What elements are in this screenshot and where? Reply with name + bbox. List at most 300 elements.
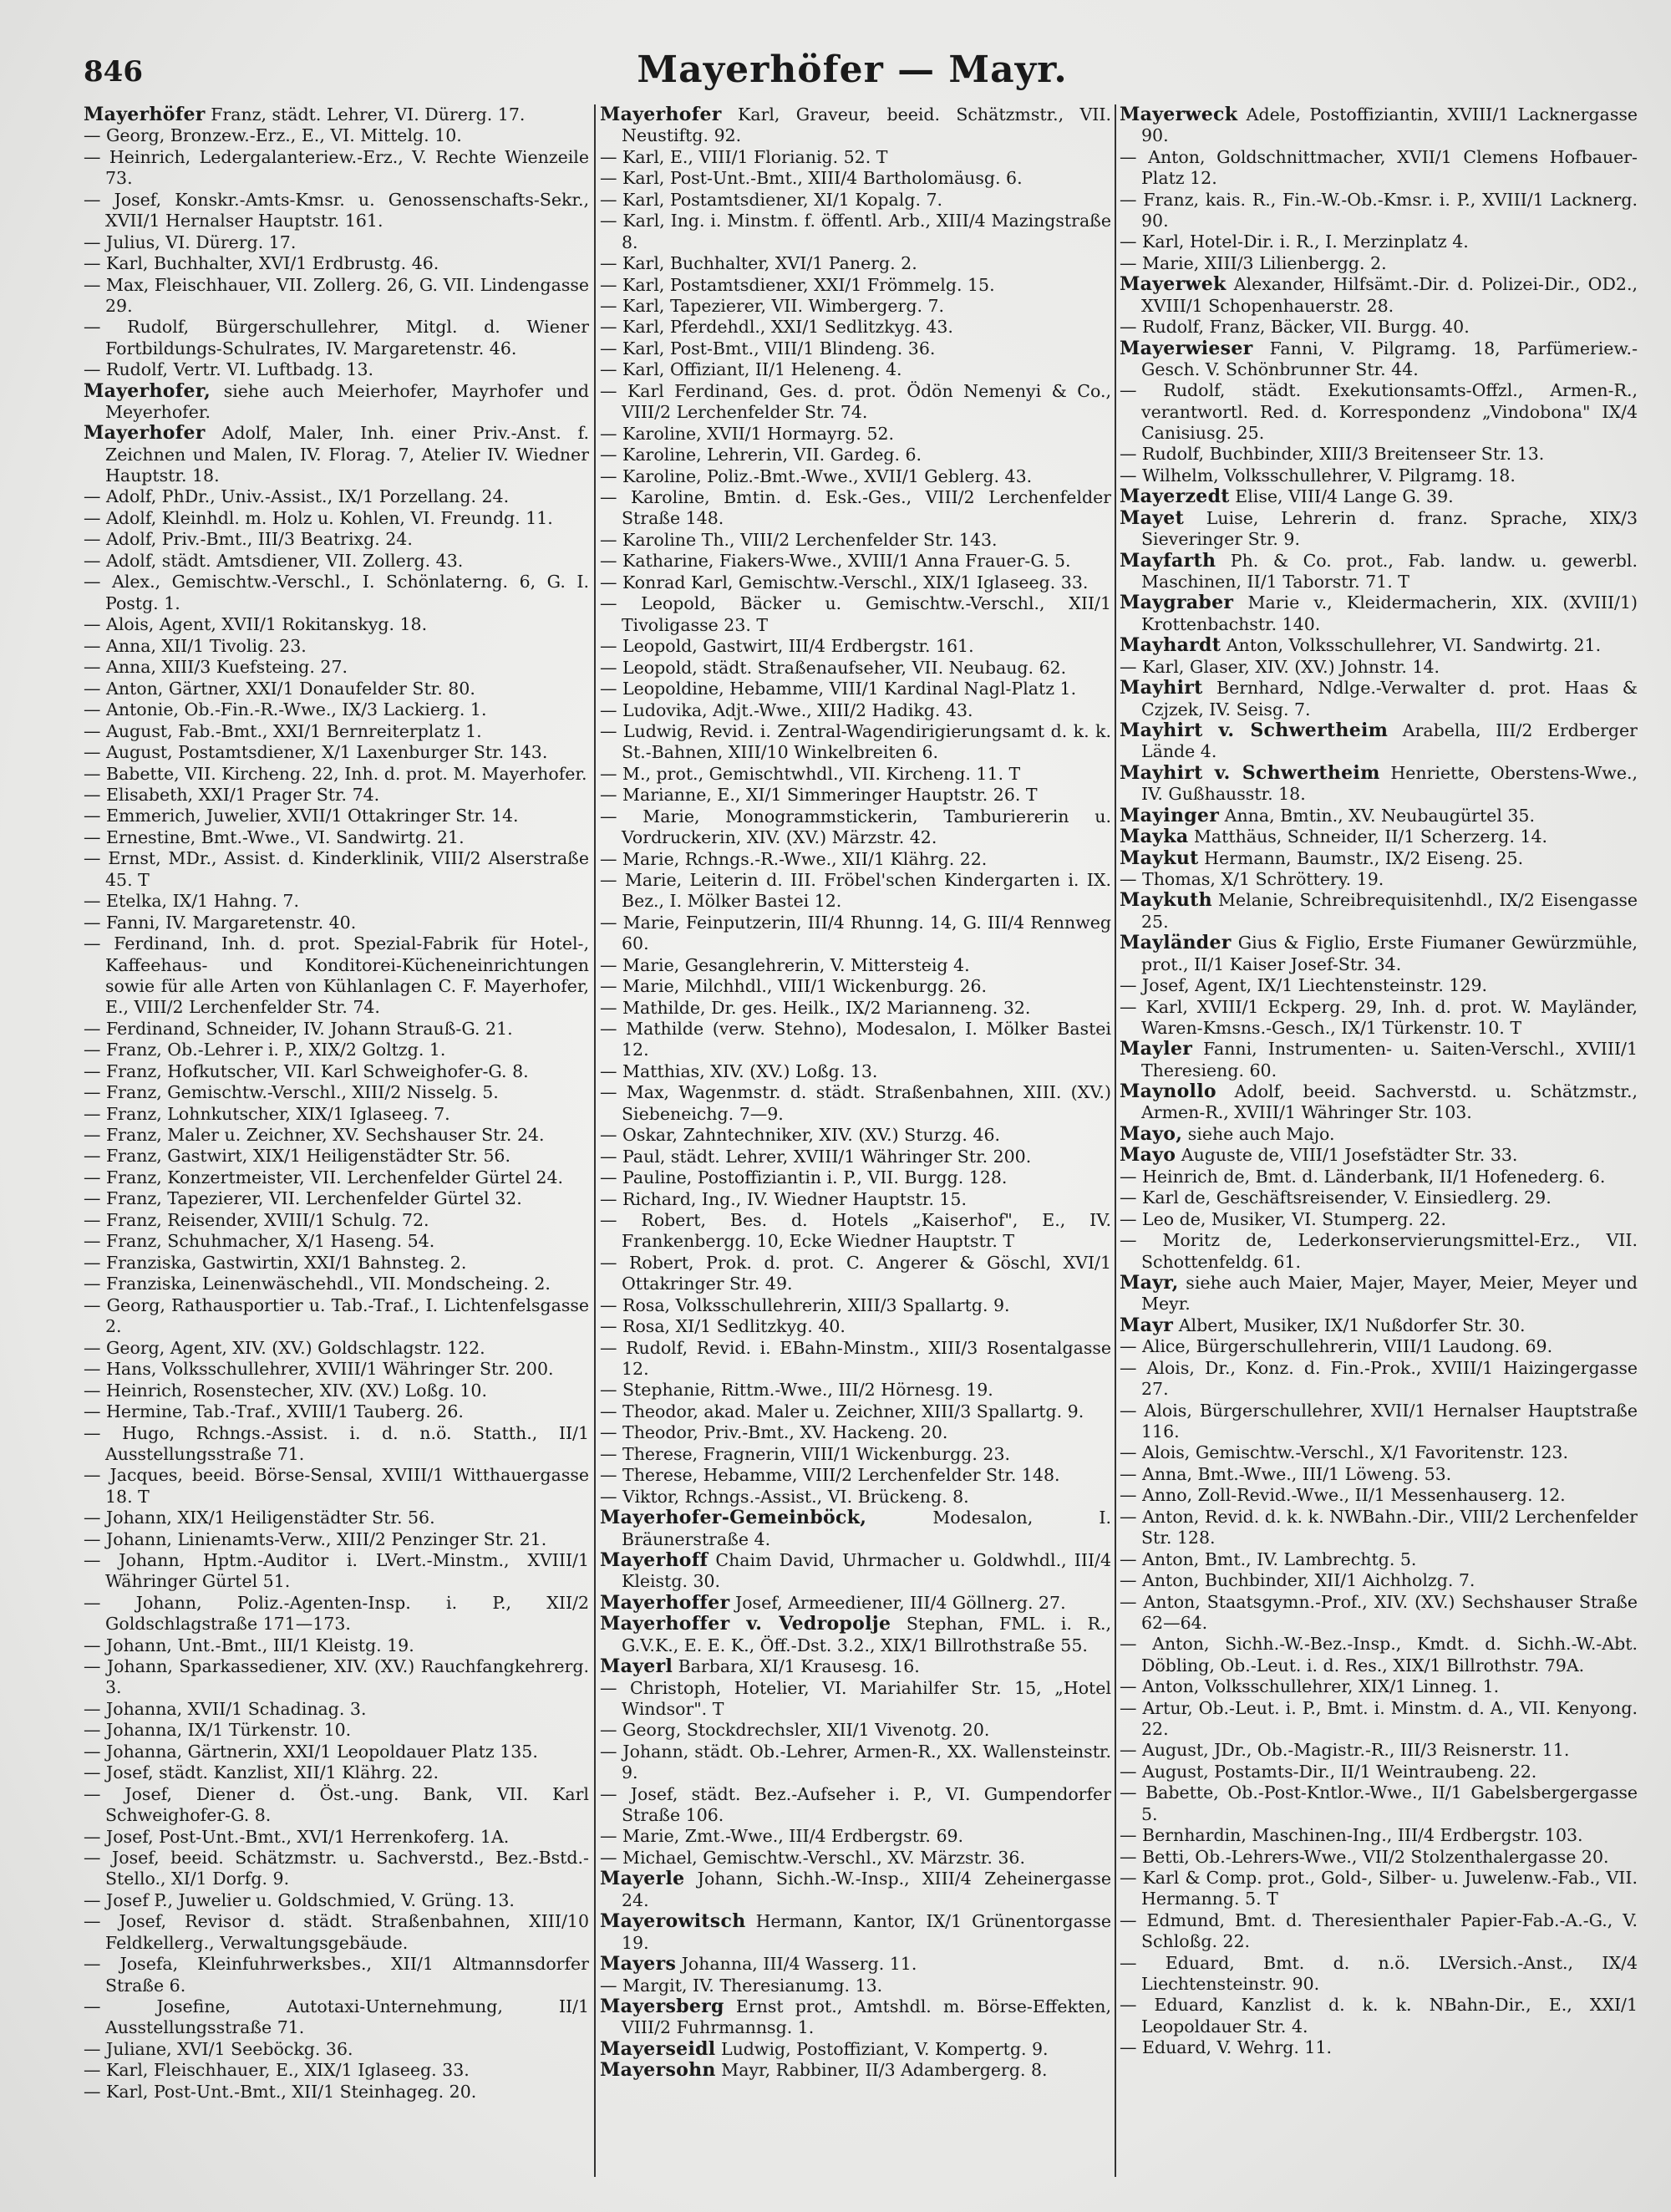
column-2 xyxy=(600,104,1111,2177)
directory-entry xyxy=(1120,848,1638,869)
entry-text: siehe auch Meierhofer, Mayrhofer und Meyerhofer. xyxy=(105,380,589,422)
entry-text: — Max, Wagenmstr. d. städt. Straßenbahnen, XIII. (XV.) Siebeneichg. 7—9. xyxy=(600,1082,1111,1124)
directory-entry xyxy=(600,1465,1111,1486)
entry-text: — Josefine, Autotaxi-Unternehmung, II/1 Ausstellungsstraße 71. xyxy=(84,1996,589,2038)
directory-entry xyxy=(600,551,1111,572)
entry-text: Ludwig, Postoffiziant, V. Kompertg. 9. xyxy=(715,2038,1049,2059)
entry-text: — Josef, städt. Bez.-Aufseher i. P., VI. Gumpendorfer Straße 106. xyxy=(600,1783,1111,1825)
directory-entry xyxy=(84,806,589,826)
directory-entry xyxy=(1120,1081,1638,1124)
entry-headword: Mayhirt v. Schwertheim xyxy=(1120,761,1380,784)
entry-text: Stephan, FML. i. R., G.V.K., E. E. K., Öff.-Dst. 3.2., XIX/1 Billrothstraße 55. xyxy=(622,1614,1111,1655)
entry-text: — Heinrich, Ledergalanteriew.-Erz., V. Rechte Wienzeile 73. xyxy=(84,146,589,189)
entry-text: — Rosa, Volksschullehrerin, XIII/3 Spallartg. 9. xyxy=(600,1294,1010,1315)
directory-entry xyxy=(1120,190,1638,232)
entry-headword: Mayinger xyxy=(1120,804,1220,826)
entry-text: — Theodor, Priv.-Bmt., XV. Hackeng. 20. xyxy=(600,1422,948,1443)
directory-entry xyxy=(600,211,1111,253)
entry-text: — Marie, Gesanglehrerin, V. Mittersteig 4. xyxy=(600,954,970,975)
entry-text: Adolf, Maler, Inh. einer Priv.-Anst. f. Zeichnen und Malen, IV. Florag. 7, Atelier IV. Wiedner Hauptstr. 18. xyxy=(105,423,589,486)
entry-text: — Georg, Stockdrechsler, XII/1 Vivenotg. 20. xyxy=(600,1720,990,1741)
entry-text: — Marie, Leiterin d. III. Fröbel'schen Kindergarten i. IX. Bez., I. Mölker Bastei 12. xyxy=(600,870,1111,912)
entry-text: Johann, Sichh.-W.-Insp., XIII/4 Zeheinergasse 24. xyxy=(622,1869,1111,1910)
entry-text: — Leopold, Gastwirt, III/4 Erdbergstr. 161. xyxy=(600,636,974,657)
entry-text: — Karl, Postamtsdiener, XI/1 Kopalg. 7. xyxy=(600,189,943,210)
directory-entry xyxy=(600,721,1111,764)
directory-entry xyxy=(84,1167,589,1188)
directory-entry xyxy=(84,1295,589,1338)
entry-text: — Karl, Glaser, XIV. (XV.) Johnstr. 14. xyxy=(1120,656,1440,677)
directory-entry xyxy=(1120,444,1638,465)
entry-text: Barbara, XI/1 Krausesg. 16. xyxy=(673,1656,920,1677)
entry-text: — Anton, Volksschullehrer, XIX/1 Linneg. 1. xyxy=(1120,1676,1500,1697)
directory-entry xyxy=(84,1061,589,1082)
directory-entry xyxy=(1120,997,1638,1040)
entry-text: — Rudolf, Revid. i. EBahn-Minstm., XIII/3 Rosentalgasse 12. xyxy=(600,1337,1111,1379)
directory-entry xyxy=(1120,1039,1638,1081)
entry-text: — Josef P., Juwelier u. Goldschmied, V. Grüng. 13. xyxy=(84,1889,515,1910)
entry-text: Hermann, Kantor, IX/1 Grünentorgasse 19. xyxy=(622,1911,1111,1953)
entry-text: — Paul, städt. Lehrer, XVIII/1 Währinger Str. 200. xyxy=(600,1146,1032,1167)
directory-entry xyxy=(1120,486,1638,507)
directory-entry xyxy=(84,1019,589,1040)
entry-headword: Mayerhoff xyxy=(600,1549,709,1572)
entry-text: Elise, VIII/4 Lange G. 39. xyxy=(1229,486,1454,507)
entry-text: — Bernhardin, Maschinen-Ing., III/4 Erdbergstr. 103. xyxy=(1120,1825,1583,1846)
directory-entry xyxy=(84,1699,589,1720)
directory-entry xyxy=(1120,1124,1638,1145)
directory-entry xyxy=(84,1508,589,1528)
directory-entry xyxy=(84,742,589,763)
directory-entry xyxy=(600,1848,1111,1869)
entry-text: — Franziska, Leinenwäschehdl., VII. Mondscheing. 2. xyxy=(84,1274,551,1294)
entry-text: Josef, Armeediener, III/4 Göllnerg. 27. xyxy=(729,1592,1066,1613)
directory-entry xyxy=(600,700,1111,721)
directory-entry xyxy=(84,1231,589,1252)
directory-entry xyxy=(600,1147,1111,1167)
entry-headword: Mayerweck xyxy=(1120,104,1238,125)
entry-text: — Georg, Bronzew.-Erz., E., VI. Mittelg. 10. xyxy=(84,125,462,146)
entry-text: — Franz, Konzertmeister, VII. Lerchenfelder Gürtel 24. xyxy=(84,1167,564,1187)
entry-text: — Ferdinand, Inh. d. prot. Spezial-Fabrik für Hotel-, Kaffeehaus- und Konditorei-Kücheneinrichtungen sowie für alle Arten von Kühlanlagen C. F. Mayerhofer, E., VIII/2 Lerchenfelder Str. 74. xyxy=(84,933,589,1018)
entry-text: — Johanna, IX/1 Türkenstr. 10. xyxy=(84,1720,352,1741)
directory-entry xyxy=(1120,1910,1638,1953)
entry-text: — Margit, IV. Theresianumg. 13. xyxy=(600,1975,883,1996)
entry-text: — Josef, Revisor d. städt. Straßenbahnen, XIII/10 Feldkellerg., Verwaltungsgebäude. xyxy=(84,1911,589,1953)
entry-text: — Jacques, beeid. Börse-Sensal, XVIII/1 Witthauergasse 18. T xyxy=(84,1465,589,1507)
entry-text: — Karl, Postamtsdiener, XXI/1 Frömmelg. 15. xyxy=(600,274,995,295)
entry-text: — Wilhelm, Volksschullehrer, V. Pilgramg. 18. xyxy=(1120,465,1516,486)
entry-text: Auguste de, VIII/1 Josefstädter Str. 33. xyxy=(1176,1145,1518,1166)
entry-text: — Marie, Milchhdl., VIII/1 Wickenburgg. 26. xyxy=(600,976,988,997)
directory-entry xyxy=(600,2039,1111,2060)
directory-entry xyxy=(84,785,589,806)
directory-entry xyxy=(600,998,1111,1019)
entry-headword: Mayerowitsch xyxy=(600,1910,746,1933)
directory-entry xyxy=(84,614,589,635)
entry-text: — Moritz de, Lederkonservierungsmittel-Erz., VII. Schottenfeldg. 61. xyxy=(1120,1230,1638,1272)
entry-text: — Karoline, Poliz.-Bmt.-Wwe., XVII/1 Geblerg. 43. xyxy=(600,465,1033,486)
directory-entry xyxy=(1120,551,1638,593)
entry-headword: Mayersberg xyxy=(600,1995,724,2017)
directory-entry xyxy=(1120,1676,1638,1697)
directory-entry xyxy=(84,1848,589,1890)
directory-entry xyxy=(84,1338,589,1359)
entry-text: — Stephanie, Rittm.-Wwe., III/2 Hörnesg. 19. xyxy=(600,1380,993,1401)
directory-entry xyxy=(84,253,589,274)
entry-text: — Fanni, IV. Margaretenstr. 40. xyxy=(84,912,357,933)
column-3 xyxy=(1120,104,1638,2177)
entry-text: — Hugo, Rchngs.-Assist. i. d. n.ö. Statth., II/1 Ausstellungsstraße 71. xyxy=(84,1422,589,1464)
entry-text: — Karl, Hotel-Dir. i. R., I. Merzinplatz 4. xyxy=(1120,231,1469,252)
directory-entry xyxy=(1120,508,1638,551)
entry-headword: Mayerhöfer xyxy=(84,104,206,125)
entry-text: — Ludovika, Adjt.-Wwe., XIII/2 Hadikg. 43. xyxy=(600,699,973,720)
directory-entry xyxy=(600,1253,1111,1295)
entry-text: — Anton, Bmt., IV. Lambrechtg. 5. xyxy=(1120,1548,1417,1569)
directory-entry xyxy=(1120,720,1638,763)
entry-text: — Karoline, Bmtin. d. Esk.-Ges., VIII/2 Lerchenfelder Straße 148. xyxy=(600,487,1111,529)
entry-headword: Mayka xyxy=(1120,826,1189,848)
entry-headword: Mayerhofer xyxy=(600,104,722,125)
directory-entry xyxy=(84,381,589,424)
directory-entry xyxy=(600,424,1111,445)
entry-text: — Hermine, Tab.-Traf., XVIII/1 Tauberg. 26. xyxy=(84,1401,464,1422)
entry-text: Fanni, V. Pilgramg. 18, Parfümeriew.-Gesch. V. Schönbrunner Str. 44. xyxy=(1141,338,1638,379)
directory-entry xyxy=(600,1656,1111,1677)
entry-text: — Elisabeth, XXI/1 Prager Str. 74. xyxy=(84,785,380,805)
directory-entry xyxy=(1120,1358,1638,1401)
directory-entry xyxy=(600,466,1111,487)
entry-text: — Eduard, Bmt. d. n.ö. LVersich.-Anst., IX/4 Liechtensteinstr. 90. xyxy=(1120,1952,1638,1994)
directory-entry xyxy=(600,1954,1111,1975)
entry-text: — Christoph, Hotelier, VI. Mariahilfer Str. 15, „Hotel Windsor". T xyxy=(600,1677,1111,1719)
entry-text: — August, Postamts-Dir., II/1 Weintraubeng. 22. xyxy=(1120,1761,1537,1782)
directory-entry xyxy=(84,913,589,933)
entry-text: — Mathilde, Dr. ges. Heilk., IX/2 Marianneng. 32. xyxy=(600,997,1031,1018)
entry-headword: Maynollo xyxy=(1120,1081,1216,1103)
entry-text: — Hans, Volksschullehrer, XVIII/1 Währinger Str. 200. xyxy=(84,1359,554,1380)
entry-text: — Artur, Ob.-Leut. i. P., Bmt. i. Minstm. d. A., VII. Kenyong. 22. xyxy=(1120,1697,1638,1739)
directory-entry xyxy=(600,1996,1111,2039)
directory-entry xyxy=(84,147,589,190)
directory-entry xyxy=(84,657,589,678)
directory-entry xyxy=(84,891,589,912)
directory-entry xyxy=(600,1784,1111,1827)
directory-entry xyxy=(84,721,589,742)
entry-text: — Karl, Pferdehdl., XXI/1 Sedlitzkyg. 43. xyxy=(600,317,953,338)
entry-headword: Mayhirt v. Schwertheim xyxy=(1120,719,1389,741)
entry-text: — Marie, Monogrammstickerin, Tamburiererin u. Vordruckerin, XIV. (XV.) Märzstr. 42. xyxy=(600,806,1111,848)
entry-text: — Karl & Comp. prot., Gold-, Silber- u. Juwelenw.-Fab., VII. Hermanng. 5. T xyxy=(1120,1868,1638,1909)
directory-entry xyxy=(84,1890,589,1911)
entry-text: Karl, Graveur, beeid. Schätzmstr., VII. Neustiftg. 92. xyxy=(622,104,1111,146)
directory-entry xyxy=(1120,1953,1638,1996)
entry-text: — Adolf, städt. Amtsdiener, VII. Zollerg. 43. xyxy=(84,550,464,571)
entry-text: — Richard, Ing., IV. Wiedner Hauptstr. 15. xyxy=(600,1188,967,1209)
directory-entry xyxy=(1120,678,1638,720)
directory-entry xyxy=(84,1465,589,1508)
entry-headword: Mayet xyxy=(1120,506,1185,529)
directory-entry xyxy=(600,1401,1111,1422)
directory-entry xyxy=(84,1996,589,2039)
entry-text: — Heinrich de, Bmt. d. Länderbank, II/1 Hofenederg. 6. xyxy=(1120,1166,1606,1187)
entry-headword: Mayerseidl xyxy=(600,2037,716,2060)
directory-entry xyxy=(1120,1401,1638,1443)
directory-entry xyxy=(1120,1592,1638,1635)
entry-text: — Johann, Poliz.-Agenten-Insp. i. P., XII/2 Goldschlagstraße 171—173. xyxy=(84,1592,589,1635)
entry-text: — Juliane, XVI/1 Seeböckg. 36. xyxy=(84,2038,353,2059)
entry-text: — Marie, Feinputzerin, III/4 Rhunng. 14, G. III/4 Rennweg 60. xyxy=(600,912,1111,954)
entry-text: — Johann, Sparkassediener, XIV. (XV.) Rauchfangkehrerg. 3. xyxy=(84,1656,589,1698)
entry-text: — Marie, Rchngs.-R.-Wwe., XII/1 Klährg. 22. xyxy=(600,848,988,869)
entry-text: — Johann, Hptm.-Auditor i. LVert.-Minstm., XVIII/1 Währinger Gürtel 51. xyxy=(84,1550,589,1592)
entry-text: — Karl, Post-Unt.-Bmt., XII/1 Steinhageg. 20. xyxy=(84,2081,477,2102)
entry-text: — Theodor, akad. Maler u. Zeichner, XIII/3 Spallartg. 9. xyxy=(600,1401,1084,1421)
directory-entry xyxy=(84,104,589,125)
entry-text: — Karl, E., VIII/1 Florianig. 52. T xyxy=(600,146,888,167)
directory-entry xyxy=(84,1253,589,1274)
directory-entry xyxy=(84,699,589,720)
directory-entry xyxy=(600,359,1111,380)
entry-text: — Alois, Agent, XVII/1 Rokitanskyg. 18. xyxy=(84,614,428,635)
entry-text: — Marie, Zmt.-Wwe., III/4 Erdbergstr. 69. xyxy=(600,1826,964,1847)
entry-text: — Ferdinand, Schneider, IV. Johann Strauß-G. 21. xyxy=(84,1018,513,1039)
entry-headword: Mayhardt xyxy=(1120,634,1222,657)
directory-entry xyxy=(84,1762,589,1783)
directory-entry xyxy=(1120,1762,1638,1782)
entry-text: — Ernestine, Bmt.-Wwe., VI. Sandwirtg. 21. xyxy=(84,826,465,847)
entry-text: Anna, Bmtin., XV. Neubaugürtel 35. xyxy=(1219,805,1535,826)
directory-entry xyxy=(600,593,1111,636)
entry-text: — Katharine, Fiakers-Wwe., XVIII/1 Anna Frauer-G. 5. xyxy=(600,551,1071,572)
entry-text: — Edmund, Bmt. d. Theresienthaler Papier-Fab.-A.-G., V. Schloßg. 22. xyxy=(1120,1909,1638,1952)
entry-headword: Mayo, xyxy=(1120,1122,1183,1145)
entry-headword: Mayerhofer-Gemeinböck, xyxy=(600,1507,867,1529)
entry-headword: Maykuth xyxy=(1120,889,1212,912)
directory-entry xyxy=(1120,592,1638,635)
directory-entry xyxy=(84,423,589,486)
entry-headword: Mayerhoffer v. Vedropolje xyxy=(600,1613,891,1635)
page-number: 846 xyxy=(84,55,143,89)
entry-text: — Franz, Tapezierer, VII. Lerchenfelder Gürtel 32. xyxy=(84,1188,522,1209)
directory-entry xyxy=(1120,826,1638,847)
directory-entry xyxy=(84,275,589,318)
directory-entry xyxy=(84,933,589,1018)
entry-text: — Franz, Lohnkutscher, XIX/1 Iglaseeg. 7. xyxy=(84,1103,450,1124)
directory-entry xyxy=(84,125,589,146)
directory-entry xyxy=(600,572,1111,593)
directory-entry xyxy=(84,1784,589,1827)
entry-text: — Anton, Staatsgymn.-Prof., XIV. (XV.) Sechshauser Straße 62—64. xyxy=(1120,1591,1638,1633)
column-1 xyxy=(84,104,589,2177)
directory-entry xyxy=(600,317,1111,338)
directory-entry xyxy=(1120,104,1638,147)
entry-text: — Alex., Gemischtw.-Verschl., I. Schönlaterng. 6, G. I. Postg. 1. xyxy=(84,572,589,613)
directory-entry xyxy=(600,296,1111,317)
directory-entry xyxy=(600,636,1111,657)
directory-entry xyxy=(600,1422,1111,1443)
directory-entry xyxy=(600,1316,1111,1337)
entry-text: — Heinrich, Rosenstecher, XIV. (XV.) Loßg. 10. xyxy=(84,1380,487,1401)
entry-text: — Franz, Ob.-Lehrer i. P., XIX/2 Goltzg. 1. xyxy=(84,1040,446,1060)
entry-text: — Karoline, XVII/1 Hormayrg. 52. xyxy=(600,423,895,444)
directory-entry xyxy=(600,1593,1111,1614)
entry-text: — Rudolf, städt. Exekutionsamts-Offzl., Armen-R., verantwortl. Red. d. Korrespondenz „Vindobona" IX/4 Canisiusg. 25. xyxy=(1120,380,1638,443)
entry-text: Gius & Figlio, Erste Fiumaner Gewürzmühle, prot., II/1 Kaiser Josef-Str. 34. xyxy=(1141,933,1638,974)
directory-entry xyxy=(600,2060,1111,2081)
directory-entry xyxy=(1120,1570,1638,1591)
entry-text: — Eduard, Kanzlist d. k. k. NBahn-Dir., E., XXI/1 Leopoldauer Str. 4. xyxy=(1120,1995,1638,2037)
entry-text: — Julius, VI. Dürerg. 17. xyxy=(84,231,297,252)
entry-text: — Franz, kais. R., Fin.-W.-Ob.-Kmsr. i. P., XVIII/1 Lacknerg. 90. xyxy=(1120,189,1638,231)
directory-entry xyxy=(600,190,1111,211)
entry-text: — Karl, Fleischhauer, E., XIX/1 Iglaseeg. 33. xyxy=(84,2060,470,2081)
directory-entry xyxy=(84,1125,589,1146)
directory-entry xyxy=(1120,869,1638,890)
entry-text: — Josefa, Kleinfuhrwerksbes., XII/1 Altmannsdorfer Straße 6. xyxy=(84,1954,589,1996)
entry-text: Fanni, Instrumenten- u. Saiten-Verschl., XVIII/1 Theresieng. 60. xyxy=(1141,1039,1638,1081)
directory-entry xyxy=(84,1423,589,1466)
entry-text: — Josef, Diener d. Öst.-ung. Bank, VII. Karl Schweighofer-G. 8. xyxy=(84,1783,589,1826)
directory-entry xyxy=(1120,1464,1638,1485)
entry-text: — August, JDr., Ob.-Magistr.-R., III/3 Reisnerstr. 11. xyxy=(1120,1740,1570,1761)
directory-entry xyxy=(84,2039,589,2060)
entry-headword: Mayers xyxy=(600,1953,677,1976)
entry-text: Matthäus, Schneider, II/1 Scherzerg. 14. xyxy=(1188,826,1548,847)
directory-entry xyxy=(84,1104,589,1125)
entry-text: — Johann, Linienamts-Verw., XIII/2 Penzinger Str. 21. xyxy=(84,1528,547,1549)
directory-entry xyxy=(600,679,1111,699)
directory-entry xyxy=(84,1635,589,1656)
entry-text: — Therese, Fragnerin, VIII/1 Wickenburgg. 23. xyxy=(600,1443,1011,1464)
entry-text: — Anna, XIII/3 Kuefsteing. 27. xyxy=(84,657,348,678)
directory-entry xyxy=(600,1742,1111,1784)
directory-entry xyxy=(600,1167,1111,1188)
entry-text: — Robert, Prok. d. prot. C. Angerer & Göschl, XVI/1 Ottakringer Str. 49. xyxy=(600,1252,1111,1294)
directory-entry xyxy=(84,1359,589,1380)
entry-text: — Franz, Reisender, XVIII/1 Schulg. 72. xyxy=(84,1209,429,1230)
entry-text: Luise, Lehrerin d. franz. Sprache, XIX/3 Sieveringer Str. 9. xyxy=(1141,507,1638,550)
directory-entry xyxy=(600,1614,1111,1656)
entry-text: — Franz, Gastwirt, XIX/1 Heiligenstädter Str. 56. xyxy=(84,1146,510,1167)
directory-entry xyxy=(600,1338,1111,1381)
entry-text: — Leo de, Musiker, VI. Stumperg. 22. xyxy=(1120,1208,1446,1229)
directory-entry xyxy=(600,1295,1111,1316)
entry-headword: Mayerwieser xyxy=(1120,337,1253,359)
entry-headword: Mayerle xyxy=(600,1868,685,1890)
directory-entry xyxy=(84,2082,589,2103)
entry-headword: Maykut xyxy=(1120,847,1199,869)
directory-entry xyxy=(84,190,589,232)
directory-entry xyxy=(1120,657,1638,678)
directory-entry xyxy=(600,1508,1111,1550)
entry-text: Adele, Postoffiziantin, XVIII/1 Lacknergasse 90. xyxy=(1141,104,1638,146)
entry-text: — Antonie, Ob.-Fin.-R.-Wwe., IX/3 Lackierg. 1. xyxy=(84,699,487,720)
entry-text: Arabella, III/2 Erdberger Lände 4. xyxy=(1141,720,1638,762)
columns-area xyxy=(84,104,1638,2177)
entry-text: — Pauline, Postoffiziantin i. P., VII. Burgg. 128. xyxy=(600,1167,1008,1188)
entry-text: — Josef, beeid. Schätzmstr. u. Sachverstd., Bez.-Bstd.-Stello., XI/1 Dorfg. 9. xyxy=(84,1848,589,1889)
directory-entry xyxy=(600,104,1111,147)
directory-entry xyxy=(1120,1209,1638,1230)
entry-text: — Alois, Bürgerschullehrer, XVII/1 Hernalser Hauptstraße 116. xyxy=(1120,1400,1638,1442)
entry-text: — Adolf, Kleinhdl. m. Holz u. Kohlen, VI. Freundg. 11. xyxy=(84,507,553,528)
directory-entry xyxy=(1120,274,1638,317)
entry-text: — Leopold, Bäcker u. Gemischtw.-Verschl., XII/1 Tivoligasse 23. T xyxy=(600,593,1111,635)
entry-headword: Mayerhofer xyxy=(84,422,206,445)
entry-headword: Mayr, xyxy=(1120,1272,1179,1294)
entry-text: Albert, Musiker, IX/1 Nußdorfer Str. 30. xyxy=(1173,1314,1526,1335)
directory-entry xyxy=(1120,1995,1638,2037)
directory-entry xyxy=(600,658,1111,679)
entry-headword: Maygraber xyxy=(1120,592,1234,614)
entry-text: Henriette, Oberstens-Wwe., IV. Gußhausstr. 18. xyxy=(1141,762,1638,805)
entry-text: — Rudolf, Franz, Bäcker, VII. Burgg. 40. xyxy=(1120,317,1470,338)
directory-entry xyxy=(1120,317,1638,338)
entry-text: siehe auch Majo. xyxy=(1182,1123,1335,1144)
directory-entry xyxy=(1120,635,1638,656)
entry-text: siehe auch Maier, Majer, Mayer, Meier, Meyer und Meyr. xyxy=(1141,1273,1638,1314)
column-divider xyxy=(1115,104,1116,2177)
entry-headword: Mayerhofer, xyxy=(84,379,211,402)
entry-text: — Anton, Revid. d. k. k. NWBahn.-Dir., VIII/2 Lerchenfelder Str. 128. xyxy=(1120,1506,1638,1548)
entry-text: — Johann, Unt.-Bmt., III/1 Kleistg. 19. xyxy=(84,1635,414,1655)
directory-entry xyxy=(600,976,1111,997)
directory-entry xyxy=(600,1444,1111,1465)
directory-entry xyxy=(84,1040,589,1060)
directory-entry xyxy=(1120,806,1638,826)
entry-text: Marie v., Kleidermacherin, XIX. (XVIII/1) Krottenbachstr. 140. xyxy=(1141,592,1638,634)
entry-text: — Matthias, XIV. (XV.) Loßg. 13. xyxy=(600,1060,878,1081)
directory-entry xyxy=(1120,1698,1638,1741)
entry-text: Franz, städt. Lehrer, VI. Dürerg. 17. xyxy=(205,104,526,125)
directory-entry xyxy=(600,1550,1111,1593)
entry-text: — Anton, Buchbinder, XII/1 Aichholzg. 7. xyxy=(1120,1570,1475,1591)
directory-entry xyxy=(600,806,1111,849)
directory-entry xyxy=(600,275,1111,296)
directory-entry xyxy=(84,1593,589,1635)
directory-entry xyxy=(1120,763,1638,806)
entry-headword: Mayr xyxy=(1120,1314,1174,1336)
entry-text: — Karl, Ing. i. Minstm. f. öffentl. Arb., XIII/4 Mazingstraße 8. xyxy=(600,211,1111,252)
directory-entry xyxy=(600,1061,1111,1082)
entry-text: — Karl, Offiziant, II/1 Heleneng. 4. xyxy=(600,359,902,380)
directory-entry xyxy=(1120,1634,1638,1676)
entry-text: — Therese, Hebamme, VIII/2 Lerchenfelder Str. 148. xyxy=(600,1465,1060,1486)
directory-entry xyxy=(84,1188,589,1209)
entry-text: — Thomas, X/1 Schröttery. 19. xyxy=(1120,869,1384,889)
entry-text: — Viktor, Rchngs.-Assist., VI. Brückeng. 8. xyxy=(600,1486,969,1507)
entry-text: — Johann, XIX/1 Heiligenstädter Str. 56. xyxy=(84,1508,435,1528)
directory-entry xyxy=(600,530,1111,551)
directory-entry xyxy=(84,572,589,614)
directory-entry xyxy=(1120,1485,1638,1506)
directory-entry xyxy=(1120,933,1638,975)
directory-entry xyxy=(84,1401,589,1422)
entry-text: Adolf, beeid. Sachverstd. u. Schätzmstr., Armen-R., XVIII/1 Währinger Str. 103. xyxy=(1141,1081,1638,1123)
entry-headword: Mayo xyxy=(1120,1144,1176,1167)
directory-entry xyxy=(1120,2037,1638,2058)
directory-entry xyxy=(84,232,589,253)
directory-entry xyxy=(1120,1740,1638,1761)
entry-text: — Emmerich, Juwelier, XVII/1 Ottakringer Str. 14. xyxy=(84,806,519,826)
entry-text: — Babette, Ob.-Post-Kntlor.-Wwe., II/1 Gabelsbergergasse 5. xyxy=(1120,1782,1638,1824)
directory-entry xyxy=(84,1381,589,1401)
directory-entry xyxy=(600,1678,1111,1721)
directory-entry xyxy=(1120,1442,1638,1463)
entry-text: Hermann, Baumstr., IX/2 Eiseng. 25. xyxy=(1198,847,1524,868)
